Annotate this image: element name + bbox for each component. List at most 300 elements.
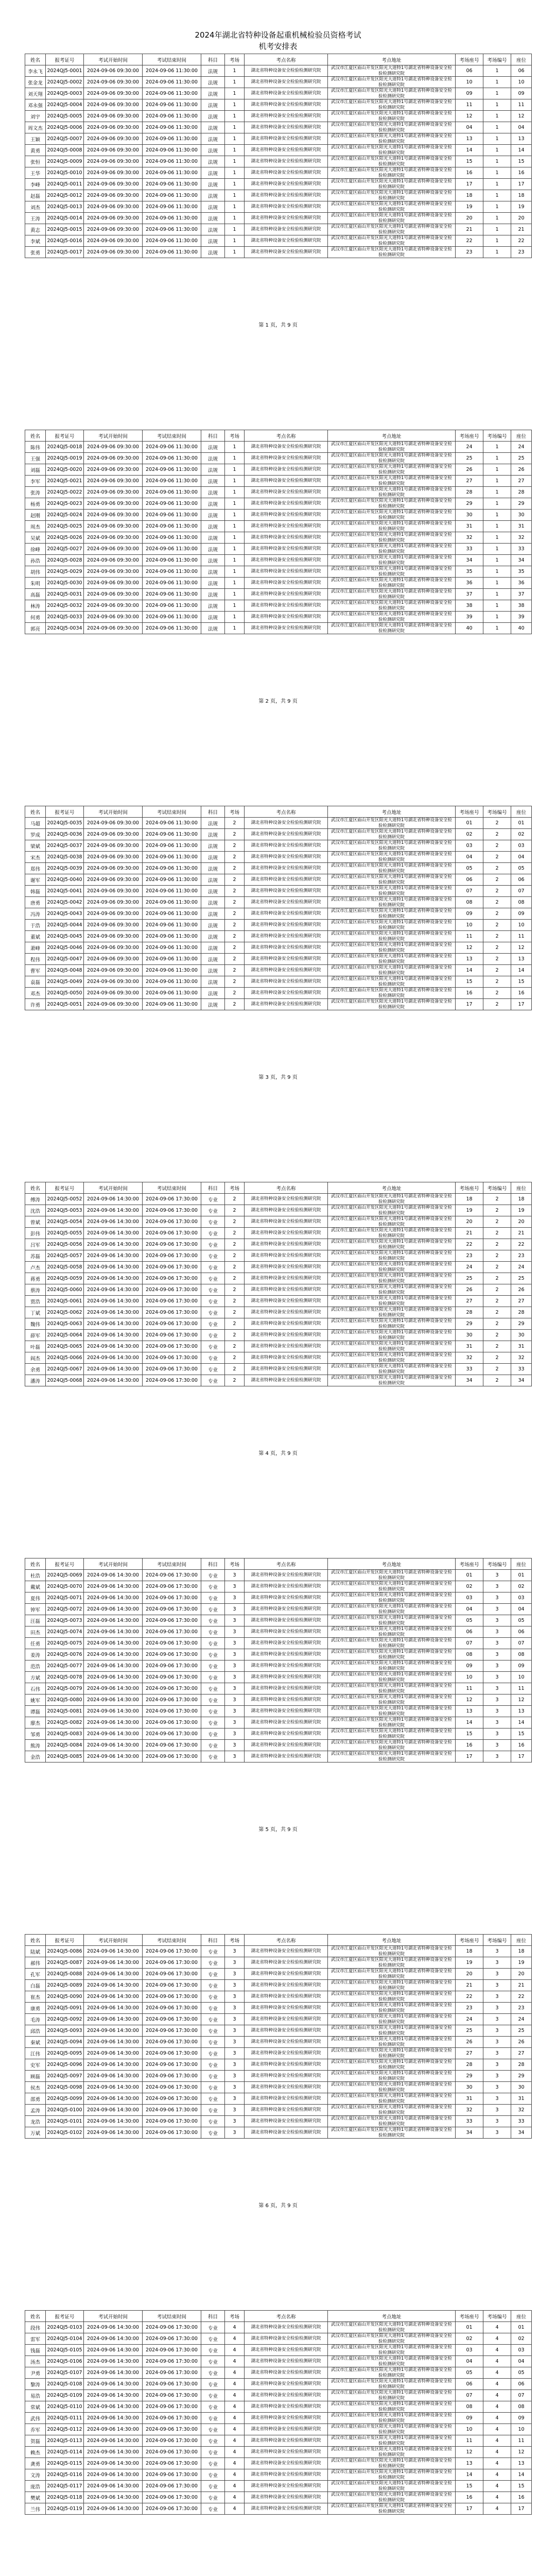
start-time-cell: 2024-09-06 14:30:00 xyxy=(84,1375,143,1386)
seat-number-cell: 40 xyxy=(456,623,483,634)
column-header: 考点名称 xyxy=(245,1935,328,1946)
table-row xyxy=(25,224,532,235)
end-time-cell: 2024-09-06 17:30:00 xyxy=(143,1318,201,1330)
seat-cell: 29 xyxy=(511,498,532,510)
start-time-cell: 2024-09-06 09:30:00 xyxy=(84,111,143,122)
column-header: 考试开始时间 xyxy=(84,806,143,818)
candidate-name-cell: 邓永强 xyxy=(25,99,46,111)
column-header: 考试结束时间 xyxy=(143,54,201,65)
end-time-cell: 2024-09-06 17:30:00 xyxy=(143,1969,201,1980)
room-cell: 4 xyxy=(225,2435,245,2447)
exam-number-cell: 2024QJ5-0059 xyxy=(46,1273,84,1284)
room-cell: 3 xyxy=(225,2071,245,2082)
seat-cell: 01 xyxy=(511,818,532,829)
exam-number-cell: 2024QJ5-0119 xyxy=(46,2503,84,2515)
start-time-cell: 2024-09-06 14:30:00 xyxy=(84,2048,143,2059)
start-time-cell: 2024-09-06 09:30:00 xyxy=(84,224,143,235)
venue-address-cell: 武汉市江夏区庙山开发区阳光大道特1号湖北省特种设备安全检验检测研究院 xyxy=(328,1946,456,1957)
venue-name-cell: 湖北省特种设备安全检验检测研究院 xyxy=(245,167,328,179)
seat-number-cell: 19 xyxy=(456,1957,483,1969)
seat-number-cell: 07 xyxy=(456,886,483,897)
candidate-name-cell: 李军 xyxy=(25,476,46,487)
column-header: 考场编号 xyxy=(483,1558,511,1570)
room-code-cell: 1 xyxy=(483,190,511,201)
seat-number-cell: 20 xyxy=(456,213,483,224)
seat-number-cell: 27 xyxy=(456,2048,483,2059)
end-time-cell: 2024-09-06 11:30:00 xyxy=(143,566,201,578)
exam-number-cell: 2024QJ5-0099 xyxy=(46,2093,84,2105)
room-cell: 3 xyxy=(225,1706,245,1717)
seat-cell: 20 xyxy=(511,213,532,224)
end-time-cell: 2024-09-06 11:30:00 xyxy=(143,235,201,247)
column-header: 考场编号 xyxy=(483,806,511,818)
candidate-name-cell: 邹勇 xyxy=(25,1728,46,1740)
table-header-row xyxy=(25,806,532,818)
subject-cell: 专业 xyxy=(201,2116,225,2127)
exam-number-cell: 2024QJ5-0057 xyxy=(46,1250,84,1262)
column-header: 科目 xyxy=(201,54,225,65)
subject-cell: 法规 xyxy=(201,190,225,201)
venue-name-cell: 湖北省特种设备安全检验检测研究院 xyxy=(245,2048,328,2059)
venue-name-cell: 湖北省特种设备安全检验检测研究院 xyxy=(245,145,328,156)
venue-name-cell: 湖北省特种设备安全检验检测研究院 xyxy=(245,1307,328,1318)
seat-cell: 03 xyxy=(511,1592,532,1604)
candidate-name-cell: 汤杰 xyxy=(25,2356,46,2367)
room-code-cell: 3 xyxy=(483,1592,511,1604)
end-time-cell: 2024-09-06 17:30:00 xyxy=(143,1638,201,1649)
subject-cell: 专业 xyxy=(201,1194,225,1205)
start-time-cell: 2024-09-06 09:30:00 xyxy=(84,874,143,886)
column-header: 考场 xyxy=(225,54,245,65)
room-code-cell: 1 xyxy=(483,77,511,88)
table-row xyxy=(25,566,532,578)
seat-cell: 26 xyxy=(511,1284,532,1296)
candidate-name-cell: 陈伟 xyxy=(25,442,46,453)
exam-number-cell: 2024QJ5-0043 xyxy=(46,908,84,920)
exam-number-cell: 2024QJ5-0006 xyxy=(46,122,84,133)
exam-number-cell: 2024QJ5-0025 xyxy=(46,521,84,532)
seat-number-cell: 12 xyxy=(456,942,483,954)
start-time-cell: 2024-09-06 09:30:00 xyxy=(84,464,143,476)
table-row xyxy=(25,1273,532,1284)
seat-number-cell: 39 xyxy=(456,612,483,623)
room-code-cell: 4 xyxy=(483,2492,511,2503)
venue-address-cell: 武汉市江夏区庙山开发区阳光大道特1号湖北省特种设备安全检验检测研究院 xyxy=(328,623,456,634)
room-code-cell: 4 xyxy=(483,2424,511,2435)
column-header: 姓名 xyxy=(25,1182,46,1194)
seat-cell: 21 xyxy=(511,1980,532,1991)
subject-cell: 专业 xyxy=(201,2367,225,2379)
subject-cell: 专业 xyxy=(201,1239,225,1250)
table-row xyxy=(25,453,532,464)
seat-number-cell: 17 xyxy=(456,999,483,1010)
venue-name-cell: 湖北省特种设备安全检验检测研究院 xyxy=(245,954,328,965)
end-time-cell: 2024-09-06 11:30:00 xyxy=(143,818,201,829)
seat-cell: 32 xyxy=(511,2105,532,2116)
subject-cell: 专业 xyxy=(201,1740,225,1751)
candidate-name-cell: 夏伟 xyxy=(25,1592,46,1604)
seat-number-cell: 31 xyxy=(456,521,483,532)
room-code-cell: 3 xyxy=(483,2082,511,2093)
venue-name-cell: 湖北省特种设备安全检验检测研究院 xyxy=(245,88,328,99)
seat-cell: 17 xyxy=(511,1751,532,1762)
venue-name-cell: 湖北省特种设备安全检验检测研究院 xyxy=(245,965,328,976)
start-time-cell: 2024-09-06 09:30:00 xyxy=(84,88,143,99)
candidate-name-cell: 李永飞 xyxy=(25,65,46,77)
end-time-cell: 2024-09-06 17:30:00 xyxy=(143,2401,201,2413)
end-time-cell: 2024-09-06 17:30:00 xyxy=(143,1694,201,1706)
seat-number-cell: 17 xyxy=(456,179,483,190)
column-header: 考点名称 xyxy=(245,2311,328,2322)
venue-address-cell: 武汉市江夏区庙山开发区阳光大道特1号湖北省特种设备安全检验检测研究院 xyxy=(328,2093,456,2105)
exam-number-cell: 2024QJ5-0053 xyxy=(46,1205,84,1216)
exam-number-cell: 2024QJ5-0084 xyxy=(46,1740,84,1751)
room-code-cell: 2 xyxy=(483,1262,511,1273)
venue-name-cell: 湖北省特种设备安全检验检测研究院 xyxy=(245,1296,328,1307)
candidate-name-cell: 曾斌 xyxy=(25,1216,46,1228)
start-time-cell: 2024-09-06 14:30:00 xyxy=(84,1740,143,1751)
candidate-name-cell: 李峰 xyxy=(25,179,46,190)
seat-cell: 10 xyxy=(511,920,532,931)
candidate-name-cell: 张金龙 xyxy=(25,77,46,88)
seat-number-cell: 28 xyxy=(456,1307,483,1318)
room-code-cell: 4 xyxy=(483,2367,511,2379)
column-header: 考场座号 xyxy=(456,1558,483,1570)
venue-address-cell: 武汉市江夏区庙山开发区阳光大道特1号湖北省特种设备安全检验检测研究院 xyxy=(328,2059,456,2071)
start-time-cell: 2024-09-06 14:30:00 xyxy=(84,1216,143,1228)
subject-cell: 专业 xyxy=(201,1991,225,2003)
seat-number-cell: 10 xyxy=(456,1672,483,1683)
room-cell: 3 xyxy=(225,2014,245,2025)
start-time-cell: 2024-09-06 09:30:00 xyxy=(84,589,143,600)
room-cell: 2 xyxy=(225,1262,245,1273)
table-row xyxy=(25,2014,532,2025)
end-time-cell: 2024-09-06 17:30:00 xyxy=(143,1262,201,1273)
table-row xyxy=(25,1592,532,1604)
seat-cell: 23 xyxy=(511,247,532,258)
venue-name-cell: 湖北省特种设备安全检验检测研究院 xyxy=(245,2093,328,2105)
start-time-cell: 2024-09-06 09:30:00 xyxy=(84,532,143,544)
candidate-name-cell: 魏伟 xyxy=(25,1318,46,1330)
room-code-cell: 3 xyxy=(483,1649,511,1660)
room-cell: 1 xyxy=(225,498,245,510)
column-header: 考场座号 xyxy=(456,1182,483,1194)
candidate-name-cell: 史军 xyxy=(25,2059,46,2071)
seat-cell: 22 xyxy=(511,1239,532,1250)
seat-cell: 08 xyxy=(511,897,532,908)
start-time-cell: 2024-09-06 14:30:00 xyxy=(84,1581,143,1592)
seat-cell: 11 xyxy=(511,1683,532,1694)
subject-cell: 法规 xyxy=(201,544,225,555)
start-time-cell: 2024-09-06 09:30:00 xyxy=(84,931,143,942)
end-time-cell: 2024-09-06 17:30:00 xyxy=(143,1957,201,1969)
venue-address-cell: 武汉市江夏区庙山开发区阳光大道特1号湖北省特种设备安全检验检测研究院 xyxy=(328,942,456,954)
table-row xyxy=(25,886,532,897)
start-time-cell: 2024-09-06 09:30:00 xyxy=(84,954,143,965)
venue-address-cell: 武汉市江夏区庙山开发区阳光大道特1号湖北省特种设备安全检验检测研究院 xyxy=(328,555,456,566)
seat-number-cell: 31 xyxy=(456,1341,483,1352)
exam-number-cell: 2024QJ5-0055 xyxy=(46,1228,84,1239)
subject-cell: 法规 xyxy=(201,818,225,829)
seat-number-cell: 10 xyxy=(456,920,483,931)
start-time-cell: 2024-09-06 09:30:00 xyxy=(84,818,143,829)
venue-address-cell: 武汉市江夏区庙山开发区阳光大道特1号湖北省特种设备安全检验检测研究院 xyxy=(328,201,456,213)
venue-address-cell: 武汉市江夏区庙山开发区阳光大道特1号湖北省特种设备安全检验检测研究院 xyxy=(328,487,456,498)
seat-number-cell: 30 xyxy=(456,510,483,521)
table-header-row xyxy=(25,2311,532,2322)
end-time-cell: 2024-09-06 17:30:00 xyxy=(143,1991,201,2003)
start-time-cell: 2024-09-06 14:30:00 xyxy=(84,1239,143,1250)
room-cell: 1 xyxy=(225,111,245,122)
room-cell: 1 xyxy=(225,464,245,476)
end-time-cell: 2024-09-06 11:30:00 xyxy=(143,77,201,88)
exam-number-cell: 2024QJ5-0077 xyxy=(46,1660,84,1672)
start-time-cell: 2024-09-06 14:30:00 xyxy=(84,1957,143,1969)
venue-address-cell: 武汉市江夏区庙山开发区阳光大道特1号湖北省特种设备安全检验检测研究院 xyxy=(328,1751,456,1762)
subject-cell: 专业 xyxy=(201,1672,225,1683)
venue-address-cell: 武汉市江夏区庙山开发区阳光大道特1号湖北省特种设备安全检验检测研究院 xyxy=(328,2435,456,2447)
room-code-cell: 2 xyxy=(483,863,511,874)
venue-name-cell: 湖北省特种设备安全检验检测研究院 xyxy=(245,1615,328,1626)
venue-address-cell: 武汉市江夏区庙山开发区阳光大道特1号湖北省特种设备安全检验检测研究院 xyxy=(328,2322,456,2333)
exam-number-cell: 2024QJ5-0014 xyxy=(46,213,84,224)
venue-name-cell: 湖北省特种设备安全检验检测研究院 xyxy=(245,1969,328,1980)
room-cell: 3 xyxy=(225,1649,245,1660)
table-row xyxy=(25,1660,532,1672)
exam-number-cell: 2024QJ5-0005 xyxy=(46,111,84,122)
end-time-cell: 2024-09-06 17:30:00 xyxy=(143,2048,201,2059)
candidate-name-cell: 孟涛 xyxy=(25,2105,46,2116)
table-row xyxy=(25,897,532,908)
table-row xyxy=(25,999,532,1010)
venue-address-cell: 武汉市江夏区庙山开发区阳光大道特1号湖北省特种设备安全检验检测研究院 xyxy=(328,235,456,247)
room-code-cell: 1 xyxy=(483,623,511,634)
exam-number-cell: 2024QJ5-0013 xyxy=(46,201,84,213)
venue-name-cell: 湖北省特种设备安全检验检测研究院 xyxy=(245,999,328,1010)
end-time-cell: 2024-09-06 11:30:00 xyxy=(143,442,201,453)
subject-cell: 专业 xyxy=(201,2105,225,2116)
subject-cell: 专业 xyxy=(201,2025,225,2037)
room-cell: 3 xyxy=(225,1570,245,1581)
table-row xyxy=(25,464,532,476)
table-row xyxy=(25,2424,532,2435)
room-code-cell: 2 xyxy=(483,1318,511,1330)
start-time-cell: 2024-09-06 09:30:00 xyxy=(84,840,143,852)
seat-number-cell: 15 xyxy=(456,1728,483,1740)
column-header: 报考证号 xyxy=(46,1182,84,1194)
start-time-cell: 2024-09-06 14:30:00 xyxy=(84,1318,143,1330)
subject-cell: 法规 xyxy=(201,942,225,954)
candidate-name-cell: 余勇 xyxy=(25,1364,46,1375)
end-time-cell: 2024-09-06 11:30:00 xyxy=(143,942,201,954)
room-cell: 1 xyxy=(225,122,245,133)
venue-name-cell: 湖北省特种设备安全检验检测研究院 xyxy=(245,2503,328,2515)
candidate-name-cell: 龙浩 xyxy=(25,2116,46,2127)
room-cell: 2 xyxy=(225,1205,245,1216)
exam-number-cell: 2024QJ5-0034 xyxy=(46,623,84,634)
column-header: 考点地址 xyxy=(328,1182,456,1194)
table-row xyxy=(25,1330,532,1341)
table-row xyxy=(25,1615,532,1626)
table-row xyxy=(25,2367,532,2379)
exam-number-cell: 2024QJ5-0011 xyxy=(46,179,84,190)
subject-cell: 法规 xyxy=(201,897,225,908)
table-row xyxy=(25,2503,532,2515)
table-row xyxy=(25,1228,532,1239)
end-time-cell: 2024-09-06 11:30:00 xyxy=(143,133,201,145)
table-row xyxy=(25,111,532,122)
venue-name-cell: 湖北省特种设备安全检验检测研究院 xyxy=(245,1660,328,1672)
table-row xyxy=(25,1740,532,1751)
start-time-cell: 2024-09-06 14:30:00 xyxy=(84,1683,143,1694)
room-code-cell: 1 xyxy=(483,566,511,578)
room-code-cell: 3 xyxy=(483,1740,511,1751)
venue-address-cell: 武汉市江夏区庙山开发区阳光大道特1号湖北省特种设备安全检验检测研究院 xyxy=(328,1980,456,1991)
candidate-name-cell: 许勇 xyxy=(25,999,46,1010)
seat-number-cell: 15 xyxy=(456,2481,483,2492)
seat-cell: 39 xyxy=(511,612,532,623)
venue-address-cell: 武汉市江夏区庙山开发区阳光大道特1号湖北省特种设备安全检验检测研究院 xyxy=(328,1284,456,1296)
exam-number-cell: 2024QJ5-0116 xyxy=(46,2469,84,2481)
seat-cell: 18 xyxy=(511,190,532,201)
venue-name-cell: 湖北省特种设备安全检验检测研究院 xyxy=(245,487,328,498)
exam-number-cell: 2024QJ5-0090 xyxy=(46,1991,84,2003)
table-row xyxy=(25,1672,532,1683)
end-time-cell: 2024-09-06 11:30:00 xyxy=(143,167,201,179)
start-time-cell: 2024-09-06 14:30:00 xyxy=(84,1284,143,1296)
room-code-cell: 3 xyxy=(483,1946,511,1957)
venue-name-cell: 湖北省特种设备安全检验检测研究院 xyxy=(245,1364,328,1375)
room-code-cell: 4 xyxy=(483,2345,511,2356)
start-time-cell: 2024-09-06 09:30:00 xyxy=(84,77,143,88)
room-code-cell: 1 xyxy=(483,213,511,224)
start-time-cell: 2024-09-06 09:30:00 xyxy=(84,201,143,213)
seat-cell: 05 xyxy=(511,1615,532,1626)
venue-name-cell: 湖北省特种设备安全检验检测研究院 xyxy=(245,99,328,111)
column-header: 报考证号 xyxy=(46,54,84,65)
room-cell: 2 xyxy=(225,908,245,920)
candidate-name-cell: 吴斌 xyxy=(25,532,46,544)
end-time-cell: 2024-09-06 11:30:00 xyxy=(143,840,201,852)
venue-name-cell: 湖北省特种设备安全检验检测研究院 xyxy=(245,1728,328,1740)
room-cell: 1 xyxy=(225,167,245,179)
subject-cell: 专业 xyxy=(201,1318,225,1330)
seat-number-cell: 08 xyxy=(456,897,483,908)
venue-address-cell: 武汉市江夏区庙山开发区阳光大道特1号湖北省特种设备安全检验检测研究院 xyxy=(328,111,456,122)
venue-address-cell: 武汉市江夏区庙山开发区阳光大道特1号湖北省特种设备安全检验检测研究院 xyxy=(328,2390,456,2401)
subject-cell: 法规 xyxy=(201,566,225,578)
exam-number-cell: 2024QJ5-0086 xyxy=(46,1946,84,1957)
venue-name-cell: 湖北省特种设备安全检验检测研究院 xyxy=(245,1946,328,1957)
exam-number-cell: 2024QJ5-0032 xyxy=(46,600,84,612)
column-header: 考试结束时间 xyxy=(143,1182,201,1194)
seat-number-cell: 26 xyxy=(456,2037,483,2048)
subject-cell: 法规 xyxy=(201,498,225,510)
seat-number-cell: 04 xyxy=(456,852,483,863)
venue-name-cell: 湖北省特种设备安全检验检测研究院 xyxy=(245,874,328,886)
venue-address-cell: 武汉市江夏区庙山开发区阳光大道特1号湖北省特种设备安全检验检测研究院 xyxy=(328,145,456,156)
end-time-cell: 2024-09-06 11:30:00 xyxy=(143,863,201,874)
room-code-cell: 3 xyxy=(483,2048,511,2059)
seat-cell: 16 xyxy=(511,988,532,999)
exam-number-cell: 2024QJ5-0037 xyxy=(46,840,84,852)
room-code-cell: 1 xyxy=(483,555,511,566)
room-cell: 2 xyxy=(225,942,245,954)
seat-number-cell: 29 xyxy=(456,1318,483,1330)
room-cell: 1 xyxy=(225,612,245,623)
table-row xyxy=(25,2458,532,2469)
room-cell: 3 xyxy=(225,1991,245,2003)
room-cell: 4 xyxy=(225,2322,245,2333)
start-time-cell: 2024-09-06 09:30:00 xyxy=(84,897,143,908)
end-time-cell: 2024-09-06 11:30:00 xyxy=(143,145,201,156)
end-time-cell: 2024-09-06 11:30:00 xyxy=(143,852,201,863)
exam-number-cell: 2024QJ5-0110 xyxy=(46,2401,84,2413)
subject-cell: 法规 xyxy=(201,88,225,99)
seat-cell: 25 xyxy=(511,453,532,464)
venue-address-cell: 武汉市江夏区庙山开发区阳光大道特1号湖北省特种设备安全检验检测研究院 xyxy=(328,77,456,88)
end-time-cell: 2024-09-06 11:30:00 xyxy=(143,988,201,999)
subject-cell: 法规 xyxy=(201,920,225,931)
room-code-cell: 3 xyxy=(483,2093,511,2105)
exam-number-cell: 2024QJ5-0101 xyxy=(46,2116,84,2127)
seat-cell: 25 xyxy=(511,1273,532,1284)
start-time-cell: 2024-09-06 14:30:00 xyxy=(84,1296,143,1307)
venue-name-cell: 湖北省特种设备安全检验检测研究院 xyxy=(245,2116,328,2127)
venue-name-cell: 湖北省特种设备安全检验检测研究院 xyxy=(245,201,328,213)
venue-address-cell: 武汉市江夏区庙山开发区阳光大道特1号湖北省特种设备安全检验检测研究院 xyxy=(328,122,456,133)
subject-cell: 专业 xyxy=(201,1694,225,1706)
column-header: 考试开始时间 xyxy=(84,54,143,65)
venue-address-cell: 武汉市江夏区庙山开发区阳光大道特1号湖北省特种设备安全检验检测研究院 xyxy=(328,1273,456,1284)
candidate-name-cell: 阎杰 xyxy=(25,1352,46,1364)
table-row xyxy=(25,920,532,931)
exam-number-cell: 2024QJ5-0095 xyxy=(46,2048,84,2059)
column-header: 考试结束时间 xyxy=(143,1935,201,1946)
candidate-name-cell: 于浩 xyxy=(25,920,46,931)
room-cell: 1 xyxy=(225,532,245,544)
venue-name-cell: 湖北省特种设备安全检验检测研究院 xyxy=(245,1980,328,1991)
venue-name-cell: 湖北省特种设备安全检验检测研究院 xyxy=(245,1352,328,1364)
subject-cell: 专业 xyxy=(201,2003,225,2014)
venue-name-cell: 湖北省特种设备安全检验检测研究院 xyxy=(245,2367,328,2379)
exam-number-cell: 2024QJ5-0104 xyxy=(46,2333,84,2345)
room-cell: 2 xyxy=(225,818,245,829)
seat-number-cell: 34 xyxy=(456,1375,483,1386)
column-header: 考点地址 xyxy=(328,806,456,818)
exam-number-cell: 2024QJ5-0074 xyxy=(46,1626,84,1638)
seat-cell: 32 xyxy=(511,1352,532,1364)
subject-cell: 专业 xyxy=(201,2014,225,2025)
exam-number-cell: 2024QJ5-0089 xyxy=(46,1980,84,1991)
subject-cell: 法规 xyxy=(201,874,225,886)
venue-address-cell: 武汉市江夏区庙山开发区阳光大道特1号湖北省特种设备安全检验检测研究院 xyxy=(328,1604,456,1615)
seat-cell: 06 xyxy=(511,874,532,886)
exam-number-cell: 2024QJ5-0023 xyxy=(46,498,84,510)
venue-address-cell: 武汉市江夏区庙山开发区阳光大道特1号湖北省特种设备安全检验检测研究院 xyxy=(328,167,456,179)
exam-number-cell: 2024QJ5-0078 xyxy=(46,1672,84,1683)
room-code-cell: 3 xyxy=(483,1991,511,2003)
start-time-cell: 2024-09-06 14:30:00 xyxy=(84,2401,143,2413)
room-code-cell: 3 xyxy=(483,1570,511,1581)
venue-name-cell: 湖北省特种设备安全检验检测研究院 xyxy=(245,863,328,874)
seat-cell: 21 xyxy=(511,224,532,235)
room-cell: 2 xyxy=(225,988,245,999)
venue-address-cell: 武汉市江夏区庙山开发区阳光大道特1号湖北省特种设备安全检验检测研究院 xyxy=(328,2503,456,2515)
candidate-name-cell: 谭磊 xyxy=(25,1706,46,1717)
candidate-name-cell: 田杰 xyxy=(25,1626,46,1638)
subject-cell: 专业 xyxy=(201,1330,225,1341)
